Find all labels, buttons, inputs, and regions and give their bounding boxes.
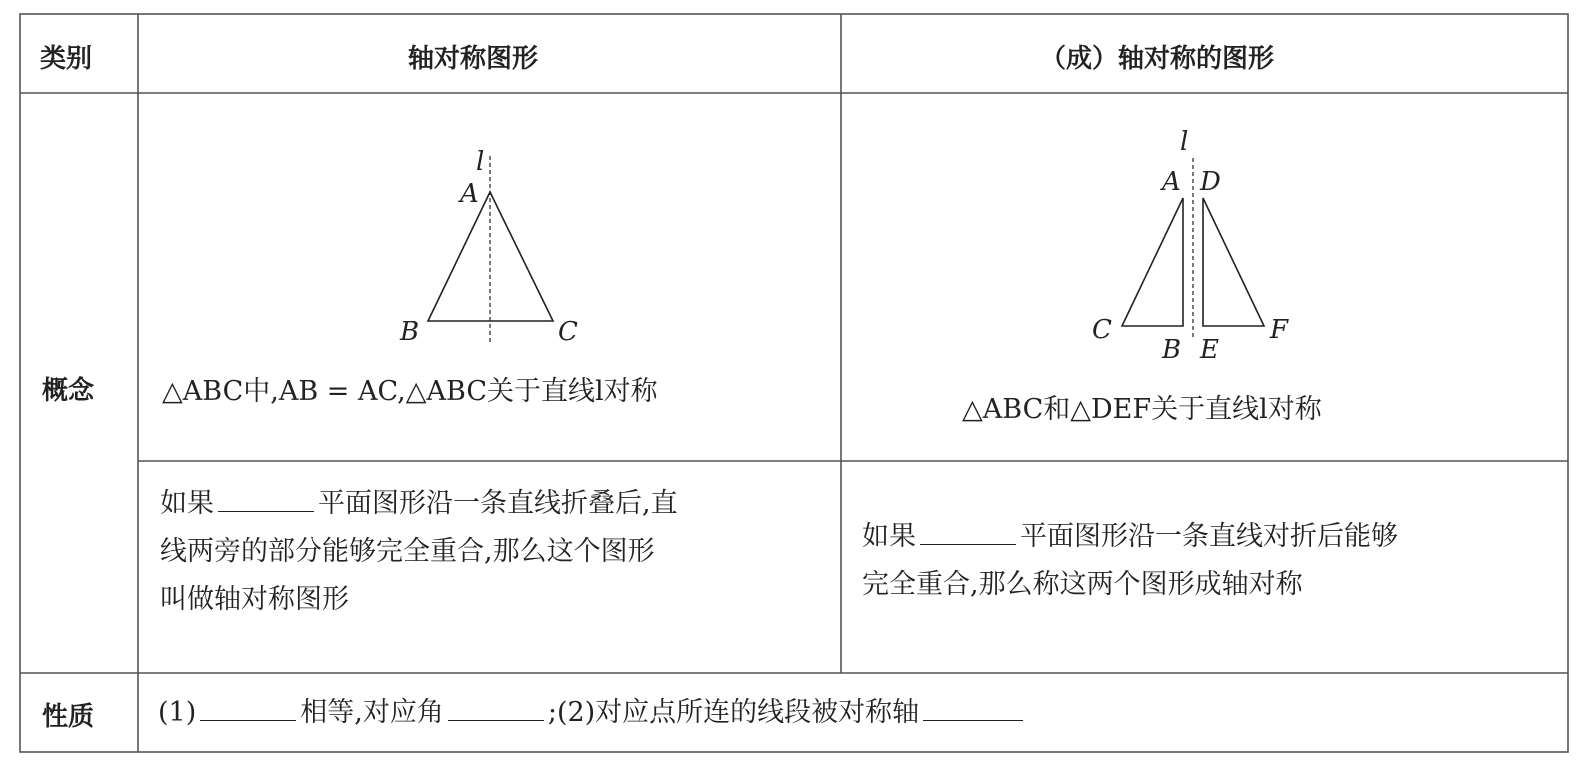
blank-field-1[interactable] xyxy=(200,694,296,721)
label-b: B xyxy=(400,317,420,347)
definition-right xyxy=(862,513,1398,609)
definition-right-line1: 如果 平面图形沿一条直线对折后能够 xyxy=(862,513,1398,561)
definition-left-line3: 叫做轴对称图形 xyxy=(160,584,349,615)
label-a: A xyxy=(460,179,479,209)
definition-right-line2: 完全重合,那么称这两个图形成轴对称 xyxy=(862,569,1303,600)
figure-isosceles-triangle xyxy=(380,140,620,360)
label-f: F xyxy=(1270,315,1289,345)
definition-left xyxy=(160,480,678,624)
triangle-def xyxy=(1203,198,1264,326)
definition-left-line1: 如果 平面图形沿一条直线折叠后,直 xyxy=(160,480,678,528)
blank-field[interactable] xyxy=(218,485,314,512)
triangle-abc xyxy=(1122,198,1183,326)
label-l: l xyxy=(476,147,485,177)
figure-left-caption: △ABC中,AB = AC,△ABC关于直线l对称 xyxy=(162,376,658,407)
label-b: B xyxy=(1162,335,1182,365)
label-d: D xyxy=(1200,167,1221,197)
blank-field[interactable] xyxy=(920,518,1016,545)
label-c: C xyxy=(558,317,578,347)
blank-field-2[interactable] xyxy=(448,694,544,721)
figure-mirrored-triangles xyxy=(1080,128,1320,368)
header-axisymmetric-pair: （成）轴对称的图形 xyxy=(1040,44,1275,74)
properties-line: (1) 相等,对应角 ;(2)对应点所连的线段被对称轴 xyxy=(158,689,1027,737)
header-axisymmetric-figure: 轴对称图形 xyxy=(408,44,539,74)
label-l: l xyxy=(1180,128,1189,157)
header-category: 类别 xyxy=(40,44,93,74)
definition-left-line2: 线两旁的部分能够完全重合,那么这个图形 xyxy=(160,536,655,567)
label-c: C xyxy=(1092,315,1112,345)
row-label-property: 性质 xyxy=(42,702,95,732)
figure-right-caption: △ABC和△DEF关于直线l对称 xyxy=(962,394,1322,425)
row-label-concept: 概念 xyxy=(42,376,95,406)
blank-field-3[interactable] xyxy=(923,694,1023,721)
label-a: A xyxy=(1162,167,1181,197)
label-e: E xyxy=(1200,335,1219,365)
